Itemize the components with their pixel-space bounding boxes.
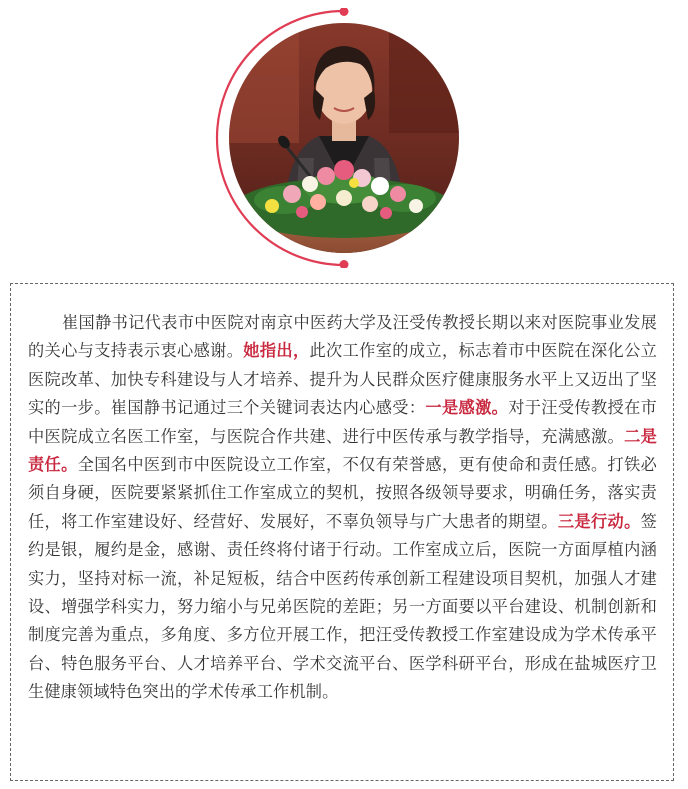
- text-segment: 对于汪受传教授在市中医院成立名医工作室，与医院合作共建、进行中医传承与教学指导，充满感激。: [28, 398, 657, 446]
- speaker-photo: [214, 8, 474, 268]
- text-segment: 崔国静书记代表市中医院对南京中医药大学及汪受传教授长期以来对医院事业发展的关心与支持表示衷心感谢。: [28, 313, 657, 361]
- speaker-photo-frame: [214, 8, 474, 268]
- highlight-gratitude: 一是感激。: [425, 398, 509, 418]
- ring-dot-bottom: [340, 260, 349, 268]
- ring-dot-top: [340, 8, 349, 16]
- text-segment: 签约是银，履约是金，感谢、责任终将付诸于行动。工作室成立后，医院一方面厚植内涵实力，坚持对标一流，补足短板，结合中医药传承创新工程建设项目契机，加强人才建设、增强学科实力，努力缩小与兄弟医院的差距；另一方面要以平台建设、机制创新和制度完善为重点，多角度、多方位开展工作，把汪受传教授工作室建设成为学术传承平台、特色服务平台、人才培养平台、学术交流平台、医学科研平台，形成在盐城医疗卫生健康领域特色突出的学术传承工作机制。: [28, 511, 657, 702]
- article-paragraph: [28, 309, 657, 707]
- highlight-action: 三是行动。: [557, 511, 641, 531]
- highlight-she-pointed-out: 她指出，: [243, 341, 310, 361]
- article-text-box: [10, 283, 674, 781]
- highlight-responsibility: 二是责任。: [28, 426, 657, 475]
- text-segment: 此次工作室的成立，标志着市中医院在深化公立医院改革、加快专科建设与人才培养、提升为人民群众医疗健康服务水平上又迈出了坚实的一步。崔国静书记通过三个关键词表达内心感受：: [28, 341, 657, 418]
- text-segment: 全国名中医到市中医院设立工作室，不仅有荣誉感，更有使命和责任感。打铁必须自身硬，医院要紧紧抓住工作室成立的契机，按照各级领导要求，明确任务，落实责任，将工作室建设好、经营好、发展好，不辜负领导与广大患者的期望。: [28, 455, 658, 531]
